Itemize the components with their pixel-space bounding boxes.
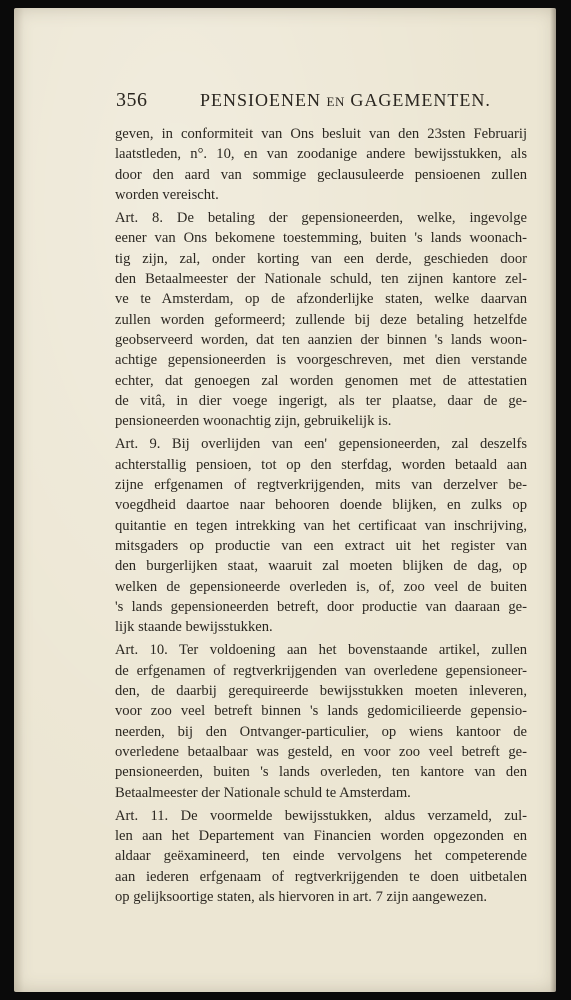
text-line: Art. 8. De betaling der gepensioneerden, welke, ingevolge	[115, 210, 527, 227]
running-title	[200, 90, 491, 111]
text-line: pensioneerden, buiten 's lands overleden, ten kantore van den	[115, 764, 527, 781]
text-line: tig zijn, zal, onder korting van een derde, geschieden door	[115, 250, 527, 267]
text-line: geobserveerd worden, dat ten aanzien der binnen 's lands woon-	[115, 331, 527, 348]
text-line: welken de gepensioneerde overleden is, of, zoo veel de buiten	[115, 578, 527, 595]
text-line: achtige gepensioneerden is voorgeschreven, met dien verstande	[115, 352, 527, 369]
text-line: neerden, bij den Ontvanger-particulier, op wiens kantoor de	[115, 723, 527, 740]
page-number: 356	[116, 89, 148, 111]
text-line: aan iederen erfgenaam of regtverkrijgenden te doen uitbetalen	[115, 868, 527, 885]
text-line: de vitâ, in dier voege ingerigt, als ter plaatse, daar de ge-	[115, 392, 527, 409]
text-line: eener van Ons bekomene toestemming, buiten 's lands woonach-	[115, 230, 527, 247]
text-line: laatstleden, n°. 10, en van zoodanige andere bewijsstukken, als	[115, 146, 527, 163]
text-line: den Betaalmeester der Nationale schuld, ten zijnen kantore zel-	[115, 271, 527, 288]
page-header	[116, 89, 491, 113]
body-text	[115, 124, 527, 907]
text-line: door den aard van sommige geclausuleerde pensioenen zullen	[115, 166, 527, 183]
text-line: mitsgaders op productie van een extract uit het register van	[115, 537, 527, 554]
running-title-part2: GAGEMENTEN.	[350, 90, 491, 110]
text-line: geven, in conformiteit van Ons besluit van den 23sten Februarij	[115, 126, 527, 142]
text-line: den burgerlijken staat, waaruit zal moeten blijken de dag, op	[115, 558, 527, 575]
paragraph	[115, 640, 527, 802]
text-line: overledene betaalbaar was gesteld, en voor zoo veel betreft ge-	[115, 743, 527, 760]
text-line: pensioneerden woonachtig zijn, gebruikelijk is.	[115, 413, 392, 430]
text-line: 's lands gepensioneerden betreft, door productie van daaraan ge-	[115, 598, 527, 615]
text-line: Art. 10. Ter voldoening aan het bovenstaande artikel, zullen	[115, 642, 527, 659]
text-line: aldaar geëxamineerd, ten einde vervolgens het competerende	[115, 848, 527, 865]
text-line: Art. 11. De voormelde bewijsstukken, aldus verzameld, zul-	[115, 807, 527, 824]
text-line: ve te Amsterdam, op de afzonderlijke staten, welke daarvan	[115, 291, 527, 308]
page-edge-shadow	[550, 8, 556, 992]
running-title-part1: PENSIOENEN	[200, 90, 321, 110]
paragraph	[115, 806, 527, 907]
text-line: den, de daarbij gerequireerde bewijsstukken moeten inleveren,	[115, 683, 527, 700]
text-line: de erfgenamen of regtverkrijgenden van overledene gepensioneer-	[115, 662, 527, 679]
text-line: echter, dat genoegen zal worden genomen met de attestatien	[115, 372, 527, 389]
text-line: quitantie en tegen intrekking van het certificaat van inschrijving,	[115, 517, 527, 534]
text-line: Betaalmeester der Nationale schuld te Amsterdam.	[115, 784, 411, 801]
text-line: voor zoo veel betreft binnen 's lands gedomicilieerde gepensio-	[115, 703, 527, 720]
paragraph	[115, 434, 527, 637]
text-line: voegdheid daartoe naar behooren doende blijken, en zulks op	[115, 497, 527, 514]
paragraph	[115, 124, 527, 205]
text-line: len aan het Departement van Financien worden opgezonden en	[115, 828, 527, 845]
text-line: achterstallig pensioen, tot op den sterfdag, worden betaald aan	[115, 456, 527, 473]
text-line: lijk staande bewijsstukken.	[115, 619, 273, 636]
text-line: Art. 9. Bij overlijden van een' gepensioneerden, zal deszelfs	[115, 436, 527, 453]
text-line: op gelijksoortige staten, als hiervoren in art. 7 zijn aangewezen.	[115, 888, 488, 905]
paragraph	[115, 208, 527, 431]
running-title-conjunction: EN	[326, 94, 345, 109]
text-line: zijne erfgenamen of regtverkrijgenden, mits van derzelver be-	[115, 477, 527, 494]
text-line: worden vereischt.	[115, 186, 219, 203]
text-line: zullen worden geformeerd; zullende bij deze betaling hetzelfde	[115, 311, 527, 328]
